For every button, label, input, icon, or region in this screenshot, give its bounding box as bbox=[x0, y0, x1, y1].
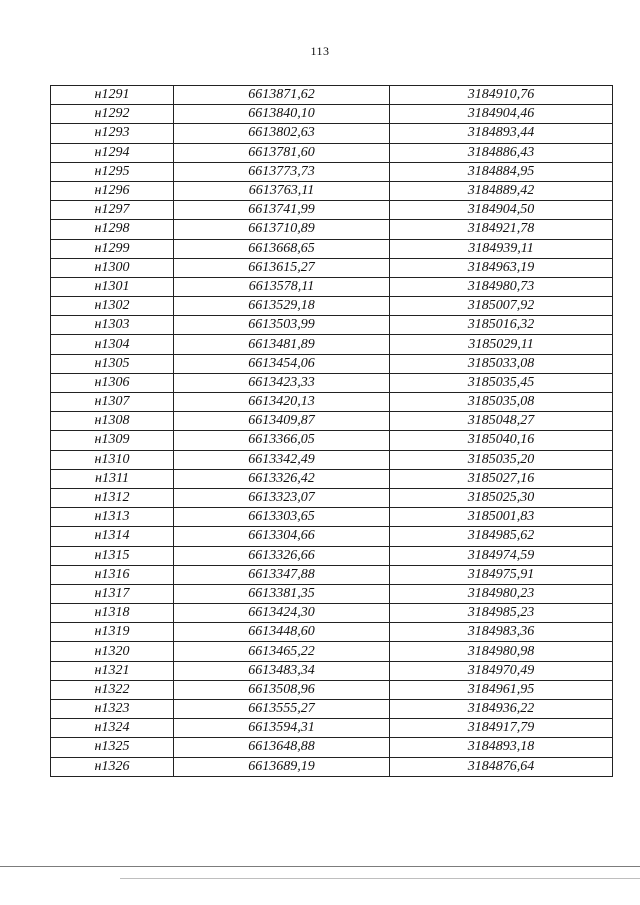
point-id-cell: н1308 bbox=[51, 412, 174, 431]
x-coordinate-cell: 6613710,89 bbox=[174, 220, 390, 239]
y-coordinate-cell: 3184983,36 bbox=[390, 623, 613, 642]
table-row bbox=[51, 508, 613, 527]
table-row bbox=[51, 450, 613, 469]
table-row bbox=[51, 258, 613, 277]
y-coordinate-cell: 3185033,08 bbox=[390, 354, 613, 373]
point-id-cell: н1315 bbox=[51, 546, 174, 565]
x-coordinate-cell: 6613594,31 bbox=[174, 719, 390, 738]
x-coordinate-cell: 6613323,07 bbox=[174, 488, 390, 507]
x-coordinate-cell: 6613366,05 bbox=[174, 431, 390, 450]
y-coordinate-cell: 3184884,95 bbox=[390, 162, 613, 181]
point-id-cell: н1310 bbox=[51, 450, 174, 469]
point-id-cell: н1291 bbox=[51, 86, 174, 105]
y-coordinate-cell: 3185001,83 bbox=[390, 508, 613, 527]
y-coordinate-cell: 3184889,42 bbox=[390, 181, 613, 200]
x-coordinate-cell: 6613871,62 bbox=[174, 86, 390, 105]
point-id-cell: н1314 bbox=[51, 527, 174, 546]
point-id-cell: н1325 bbox=[51, 738, 174, 757]
x-coordinate-cell: 6613454,06 bbox=[174, 354, 390, 373]
table-row bbox=[51, 239, 613, 258]
x-coordinate-cell: 6613326,66 bbox=[174, 546, 390, 565]
x-coordinate-cell: 6613648,88 bbox=[174, 738, 390, 757]
point-id-cell: н1323 bbox=[51, 700, 174, 719]
y-coordinate-cell: 3184963,19 bbox=[390, 258, 613, 277]
table-row bbox=[51, 738, 613, 757]
scan-artifact-line bbox=[120, 878, 640, 879]
point-id-cell: н1320 bbox=[51, 642, 174, 661]
table-row bbox=[51, 680, 613, 699]
point-id-cell: н1295 bbox=[51, 162, 174, 181]
table-row bbox=[51, 565, 613, 584]
x-coordinate-cell: 6613326,42 bbox=[174, 469, 390, 488]
y-coordinate-cell: 3184904,46 bbox=[390, 105, 613, 124]
y-coordinate-cell: 3185048,27 bbox=[390, 412, 613, 431]
table-row bbox=[51, 143, 613, 162]
point-id-cell: н1301 bbox=[51, 277, 174, 296]
table-row bbox=[51, 412, 613, 431]
table-row bbox=[51, 316, 613, 335]
table-row bbox=[51, 354, 613, 373]
y-coordinate-cell: 3184917,79 bbox=[390, 719, 613, 738]
point-id-cell: н1321 bbox=[51, 661, 174, 680]
point-id-cell: н1306 bbox=[51, 373, 174, 392]
x-coordinate-cell: 6613420,13 bbox=[174, 393, 390, 412]
table-row bbox=[51, 661, 613, 680]
table-row bbox=[51, 124, 613, 143]
x-coordinate-cell: 6613529,18 bbox=[174, 297, 390, 316]
x-coordinate-cell: 6613508,96 bbox=[174, 680, 390, 699]
x-coordinate-cell: 6613483,34 bbox=[174, 661, 390, 680]
y-coordinate-cell: 3184985,62 bbox=[390, 527, 613, 546]
y-coordinate-cell: 3184910,76 bbox=[390, 86, 613, 105]
point-id-cell: н1317 bbox=[51, 584, 174, 603]
point-id-cell: н1300 bbox=[51, 258, 174, 277]
y-coordinate-cell: 3185025,30 bbox=[390, 488, 613, 507]
x-coordinate-cell: 6613448,60 bbox=[174, 623, 390, 642]
x-coordinate-cell: 6613668,65 bbox=[174, 239, 390, 258]
point-id-cell: н1324 bbox=[51, 719, 174, 738]
y-coordinate-cell: 3184980,23 bbox=[390, 584, 613, 603]
table-row bbox=[51, 105, 613, 124]
coordinates-table bbox=[50, 85, 613, 777]
point-id-cell: н1294 bbox=[51, 143, 174, 162]
y-coordinate-cell: 3184939,11 bbox=[390, 239, 613, 258]
table-row bbox=[51, 584, 613, 603]
table-row bbox=[51, 86, 613, 105]
x-coordinate-cell: 6613465,22 bbox=[174, 642, 390, 661]
point-id-cell: н1322 bbox=[51, 680, 174, 699]
point-id-cell: н1326 bbox=[51, 757, 174, 776]
point-id-cell: н1305 bbox=[51, 354, 174, 373]
point-id-cell: н1299 bbox=[51, 239, 174, 258]
coordinates-table-body bbox=[51, 86, 613, 777]
y-coordinate-cell: 3184893,44 bbox=[390, 124, 613, 143]
table-row bbox=[51, 181, 613, 200]
x-coordinate-cell: 6613578,11 bbox=[174, 277, 390, 296]
table-row bbox=[51, 162, 613, 181]
y-coordinate-cell: 3184961,95 bbox=[390, 680, 613, 699]
table-row bbox=[51, 373, 613, 392]
y-coordinate-cell: 3185029,11 bbox=[390, 335, 613, 354]
x-coordinate-cell: 6613481,89 bbox=[174, 335, 390, 354]
x-coordinate-cell: 6613773,73 bbox=[174, 162, 390, 181]
x-coordinate-cell: 6613423,33 bbox=[174, 373, 390, 392]
y-coordinate-cell: 3184893,18 bbox=[390, 738, 613, 757]
point-id-cell: н1303 bbox=[51, 316, 174, 335]
y-coordinate-cell: 3184921,78 bbox=[390, 220, 613, 239]
x-coordinate-cell: 6613555,27 bbox=[174, 700, 390, 719]
table-row bbox=[51, 220, 613, 239]
point-id-cell: н1298 bbox=[51, 220, 174, 239]
y-coordinate-cell: 3184876,64 bbox=[390, 757, 613, 776]
y-coordinate-cell: 3185016,32 bbox=[390, 316, 613, 335]
point-id-cell: н1297 bbox=[51, 201, 174, 220]
x-coordinate-cell: 6613347,88 bbox=[174, 565, 390, 584]
y-coordinate-cell: 3185035,08 bbox=[390, 393, 613, 412]
y-coordinate-cell: 3184975,91 bbox=[390, 565, 613, 584]
y-coordinate-cell: 3185035,20 bbox=[390, 450, 613, 469]
point-id-cell: н1292 bbox=[51, 105, 174, 124]
table-row bbox=[51, 757, 613, 776]
table-row bbox=[51, 297, 613, 316]
point-id-cell: н1296 bbox=[51, 181, 174, 200]
table-row bbox=[51, 393, 613, 412]
y-coordinate-cell: 3184936,22 bbox=[390, 700, 613, 719]
y-coordinate-cell: 3185035,45 bbox=[390, 373, 613, 392]
table-row bbox=[51, 488, 613, 507]
point-id-cell: н1313 bbox=[51, 508, 174, 527]
x-coordinate-cell: 6613615,27 bbox=[174, 258, 390, 277]
x-coordinate-cell: 6613689,19 bbox=[174, 757, 390, 776]
table-row bbox=[51, 277, 613, 296]
point-id-cell: н1293 bbox=[51, 124, 174, 143]
table-row bbox=[51, 604, 613, 623]
point-id-cell: н1309 bbox=[51, 431, 174, 450]
x-coordinate-cell: 6613802,63 bbox=[174, 124, 390, 143]
point-id-cell: н1311 bbox=[51, 469, 174, 488]
point-id-cell: н1312 bbox=[51, 488, 174, 507]
y-coordinate-cell: 3184886,43 bbox=[390, 143, 613, 162]
x-coordinate-cell: 6613503,99 bbox=[174, 316, 390, 335]
table-row bbox=[51, 719, 613, 738]
point-id-cell: н1318 bbox=[51, 604, 174, 623]
y-coordinate-cell: 3184904,50 bbox=[390, 201, 613, 220]
table-row bbox=[51, 700, 613, 719]
table-row bbox=[51, 527, 613, 546]
scan-artifact-line bbox=[0, 866, 640, 867]
table-row bbox=[51, 469, 613, 488]
point-id-cell: н1319 bbox=[51, 623, 174, 642]
point-id-cell: н1304 bbox=[51, 335, 174, 354]
x-coordinate-cell: 6613840,10 bbox=[174, 105, 390, 124]
point-id-cell: н1307 bbox=[51, 393, 174, 412]
y-coordinate-cell: 3185040,16 bbox=[390, 431, 613, 450]
y-coordinate-cell: 3185007,92 bbox=[390, 297, 613, 316]
x-coordinate-cell: 6613342,49 bbox=[174, 450, 390, 469]
point-id-cell: н1302 bbox=[51, 297, 174, 316]
x-coordinate-cell: 6613781,60 bbox=[174, 143, 390, 162]
y-coordinate-cell: 3184974,59 bbox=[390, 546, 613, 565]
table-row bbox=[51, 335, 613, 354]
x-coordinate-cell: 6613763,11 bbox=[174, 181, 390, 200]
y-coordinate-cell: 3185027,16 bbox=[390, 469, 613, 488]
table-row bbox=[51, 431, 613, 450]
y-coordinate-cell: 3184985,23 bbox=[390, 604, 613, 623]
y-coordinate-cell: 3184970,49 bbox=[390, 661, 613, 680]
table-row bbox=[51, 642, 613, 661]
y-coordinate-cell: 3184980,73 bbox=[390, 277, 613, 296]
table-row bbox=[51, 201, 613, 220]
x-coordinate-cell: 6613303,65 bbox=[174, 508, 390, 527]
table-row bbox=[51, 623, 613, 642]
y-coordinate-cell: 3184980,98 bbox=[390, 642, 613, 661]
x-coordinate-cell: 6613381,35 bbox=[174, 584, 390, 603]
x-coordinate-cell: 6613304,66 bbox=[174, 527, 390, 546]
table-row bbox=[51, 546, 613, 565]
x-coordinate-cell: 6613424,30 bbox=[174, 604, 390, 623]
page-number: 113 bbox=[310, 44, 330, 58]
point-id-cell: н1316 bbox=[51, 565, 174, 584]
x-coordinate-cell: 6613409,87 bbox=[174, 412, 390, 431]
x-coordinate-cell: 6613741,99 bbox=[174, 201, 390, 220]
